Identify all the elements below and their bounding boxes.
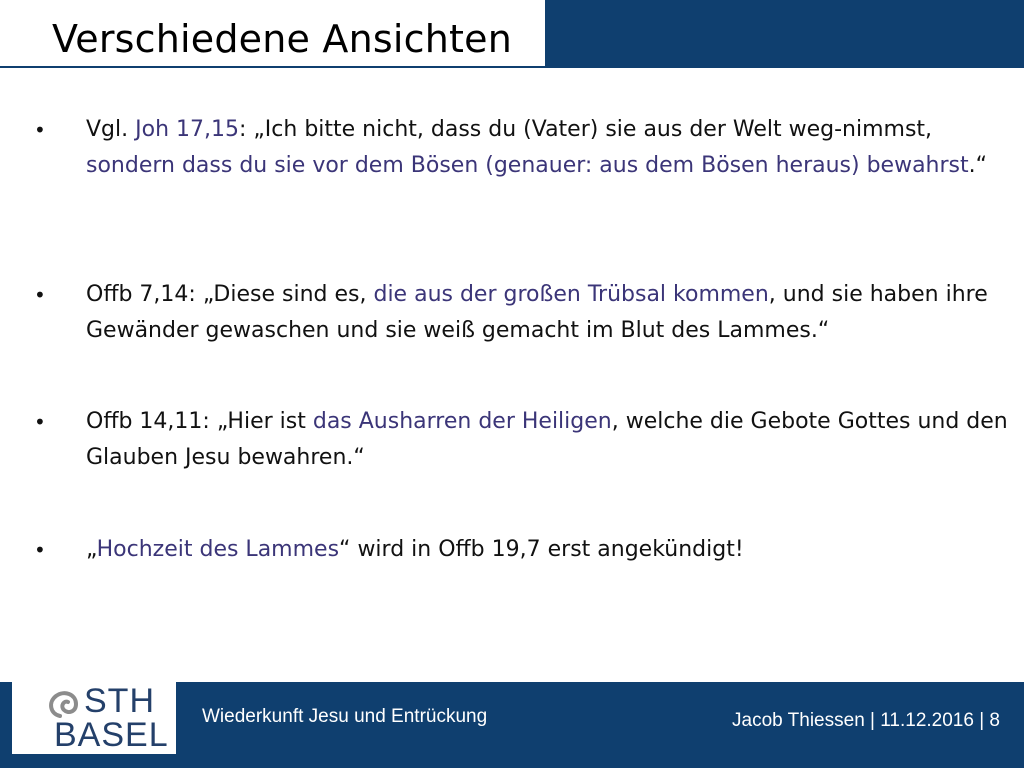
- bullet-text: [86, 532, 1011, 568]
- logo-text-basel: BASEL: [54, 716, 169, 754]
- bullet-text-part: “ wird in Offb 19,7 erst angekündigt!: [339, 537, 744, 562]
- bullet-text-part: Vgl.: [86, 117, 136, 142]
- bullet-marker: •: [34, 410, 46, 434]
- bullet-marker: •: [34, 538, 46, 562]
- highlighted-phrase: sondern dass du sie vor dem Bösen (genauer: aus dem Bösen heraus) bewahrst: [86, 153, 969, 178]
- highlighted-phrase: das Ausharren der Heiligen: [312, 409, 612, 434]
- sth-basel-logo: [12, 682, 176, 754]
- bullet-text-part: Offb 14,11: „Hier ist: [86, 409, 313, 434]
- footer-author-date-page: Jacob Thiessen | 11.12.2016 | 8: [732, 710, 1000, 731]
- bullet-text-part: , und sie haben ihre Gewänder gewaschen und sie weiß gemacht im Blut des Lammes.“: [86, 282, 988, 343]
- bullet-text: [86, 112, 1011, 184]
- bullet-text: [86, 277, 1011, 349]
- bullet-text-part: , welche die Gebote Gottes und den Glauben Jesu bewahren.“: [86, 409, 1008, 470]
- highlighted-phrase: Hochzeit des Lammes: [96, 537, 340, 562]
- footer-topic: Wiederkunft Jesu und Entrückung: [202, 706, 488, 727]
- bullet-text-part: : „Ich bitte nicht, dass du (Vater) sie aus der Welt weg-nimmst,: [239, 117, 933, 142]
- bullet-marker: •: [34, 283, 46, 307]
- bullet-text-part: .“: [968, 153, 988, 178]
- highlighted-reference: Joh 17,15: [135, 117, 239, 142]
- slide-title: Verschiedene Ansichten: [52, 17, 512, 61]
- bullet-text-part: „: [86, 537, 97, 562]
- bullet-text-part: Offb 7,14: „Diese sind es,: [86, 282, 374, 307]
- logo-text-sth: STH: [84, 682, 155, 720]
- bullet-text: [86, 404, 1011, 476]
- highlighted-phrase: die aus der großen Trübsal kommen: [373, 282, 769, 307]
- bullet-marker: •: [34, 118, 46, 142]
